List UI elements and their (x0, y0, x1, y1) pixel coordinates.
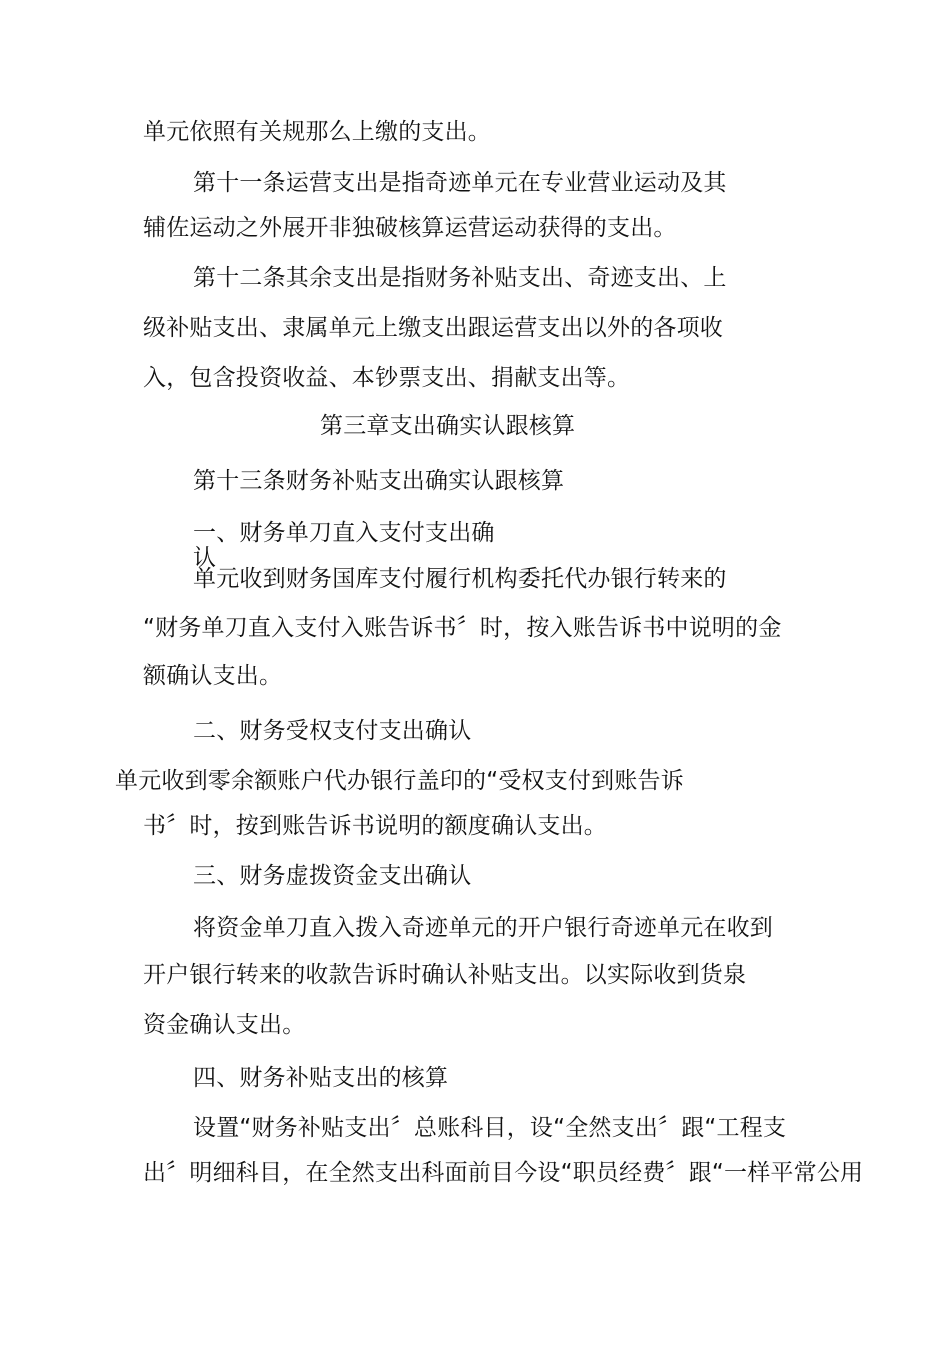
text-line: 第十二条其余支出是指财务补贴支出、奇迹支出、上 (193, 265, 727, 291)
text-line: 资金确认支出。 (143, 1012, 306, 1038)
chapter-heading: 第三章支出确实认跟核算 (320, 413, 576, 439)
text-line: 单元收到零余额账户代办银行盖印的“受权支付到账告诉 (115, 768, 684, 794)
subsection-heading: 三、财务虚拨资金支出确认 (193, 863, 472, 889)
text-line: 额确认支出。 (143, 663, 283, 689)
subsection-heading: 四、财务补贴支出的核算 (193, 1065, 449, 1091)
text-line: 入，包含投资收益、本钞票支出、捐献支出等。 (143, 365, 631, 391)
text-line: 辅佐运动之外展开非独破核算运营运动获得的支出。 (143, 215, 677, 241)
text-line: “财务单刀直入支付入账告诉书〞时，按入账告诉书中说明的金 (143, 615, 782, 641)
text-line: 级补贴支出、隶属单元上缴支出跟运营支出以外的各项收 (143, 315, 723, 341)
text-line: 出〞明细科目，在全然支出科面前目今设“职员经费〞跟“一样平常公用 (143, 1160, 864, 1186)
section-heading: 第十三条财务补贴支出确实认跟核算 (193, 468, 565, 494)
subsection-heading-continuation: 认 (193, 545, 217, 571)
text-line: 书〞时，按到账告诉书说明的额度确认支出。 (143, 813, 607, 839)
text-line: 开户银行转来的收款告诉时确认补贴支出。以实际收到货泉 (143, 962, 747, 988)
text-line: 设置“财务补贴支出〞总账科目，设“全然支出〞跟“工程支 (193, 1115, 787, 1141)
text-line: 单元依照有关规那么上缴的支出。 (143, 119, 491, 145)
subsection-heading: 二、财务受权支付支出确认 (193, 718, 472, 744)
text-line: 单元收到财务国库支付履行机构委托代办银行转来的 (193, 566, 727, 592)
subsection-heading: 一、财务单刀直入支付支出确 (193, 520, 495, 546)
text-line: 将资金单刀直入拨入奇迹单元的开户银行奇迹单元在收到 (193, 915, 773, 941)
text-line: 第十一条运营支出是指奇迹单元在专业营业运动及其 (193, 170, 727, 196)
